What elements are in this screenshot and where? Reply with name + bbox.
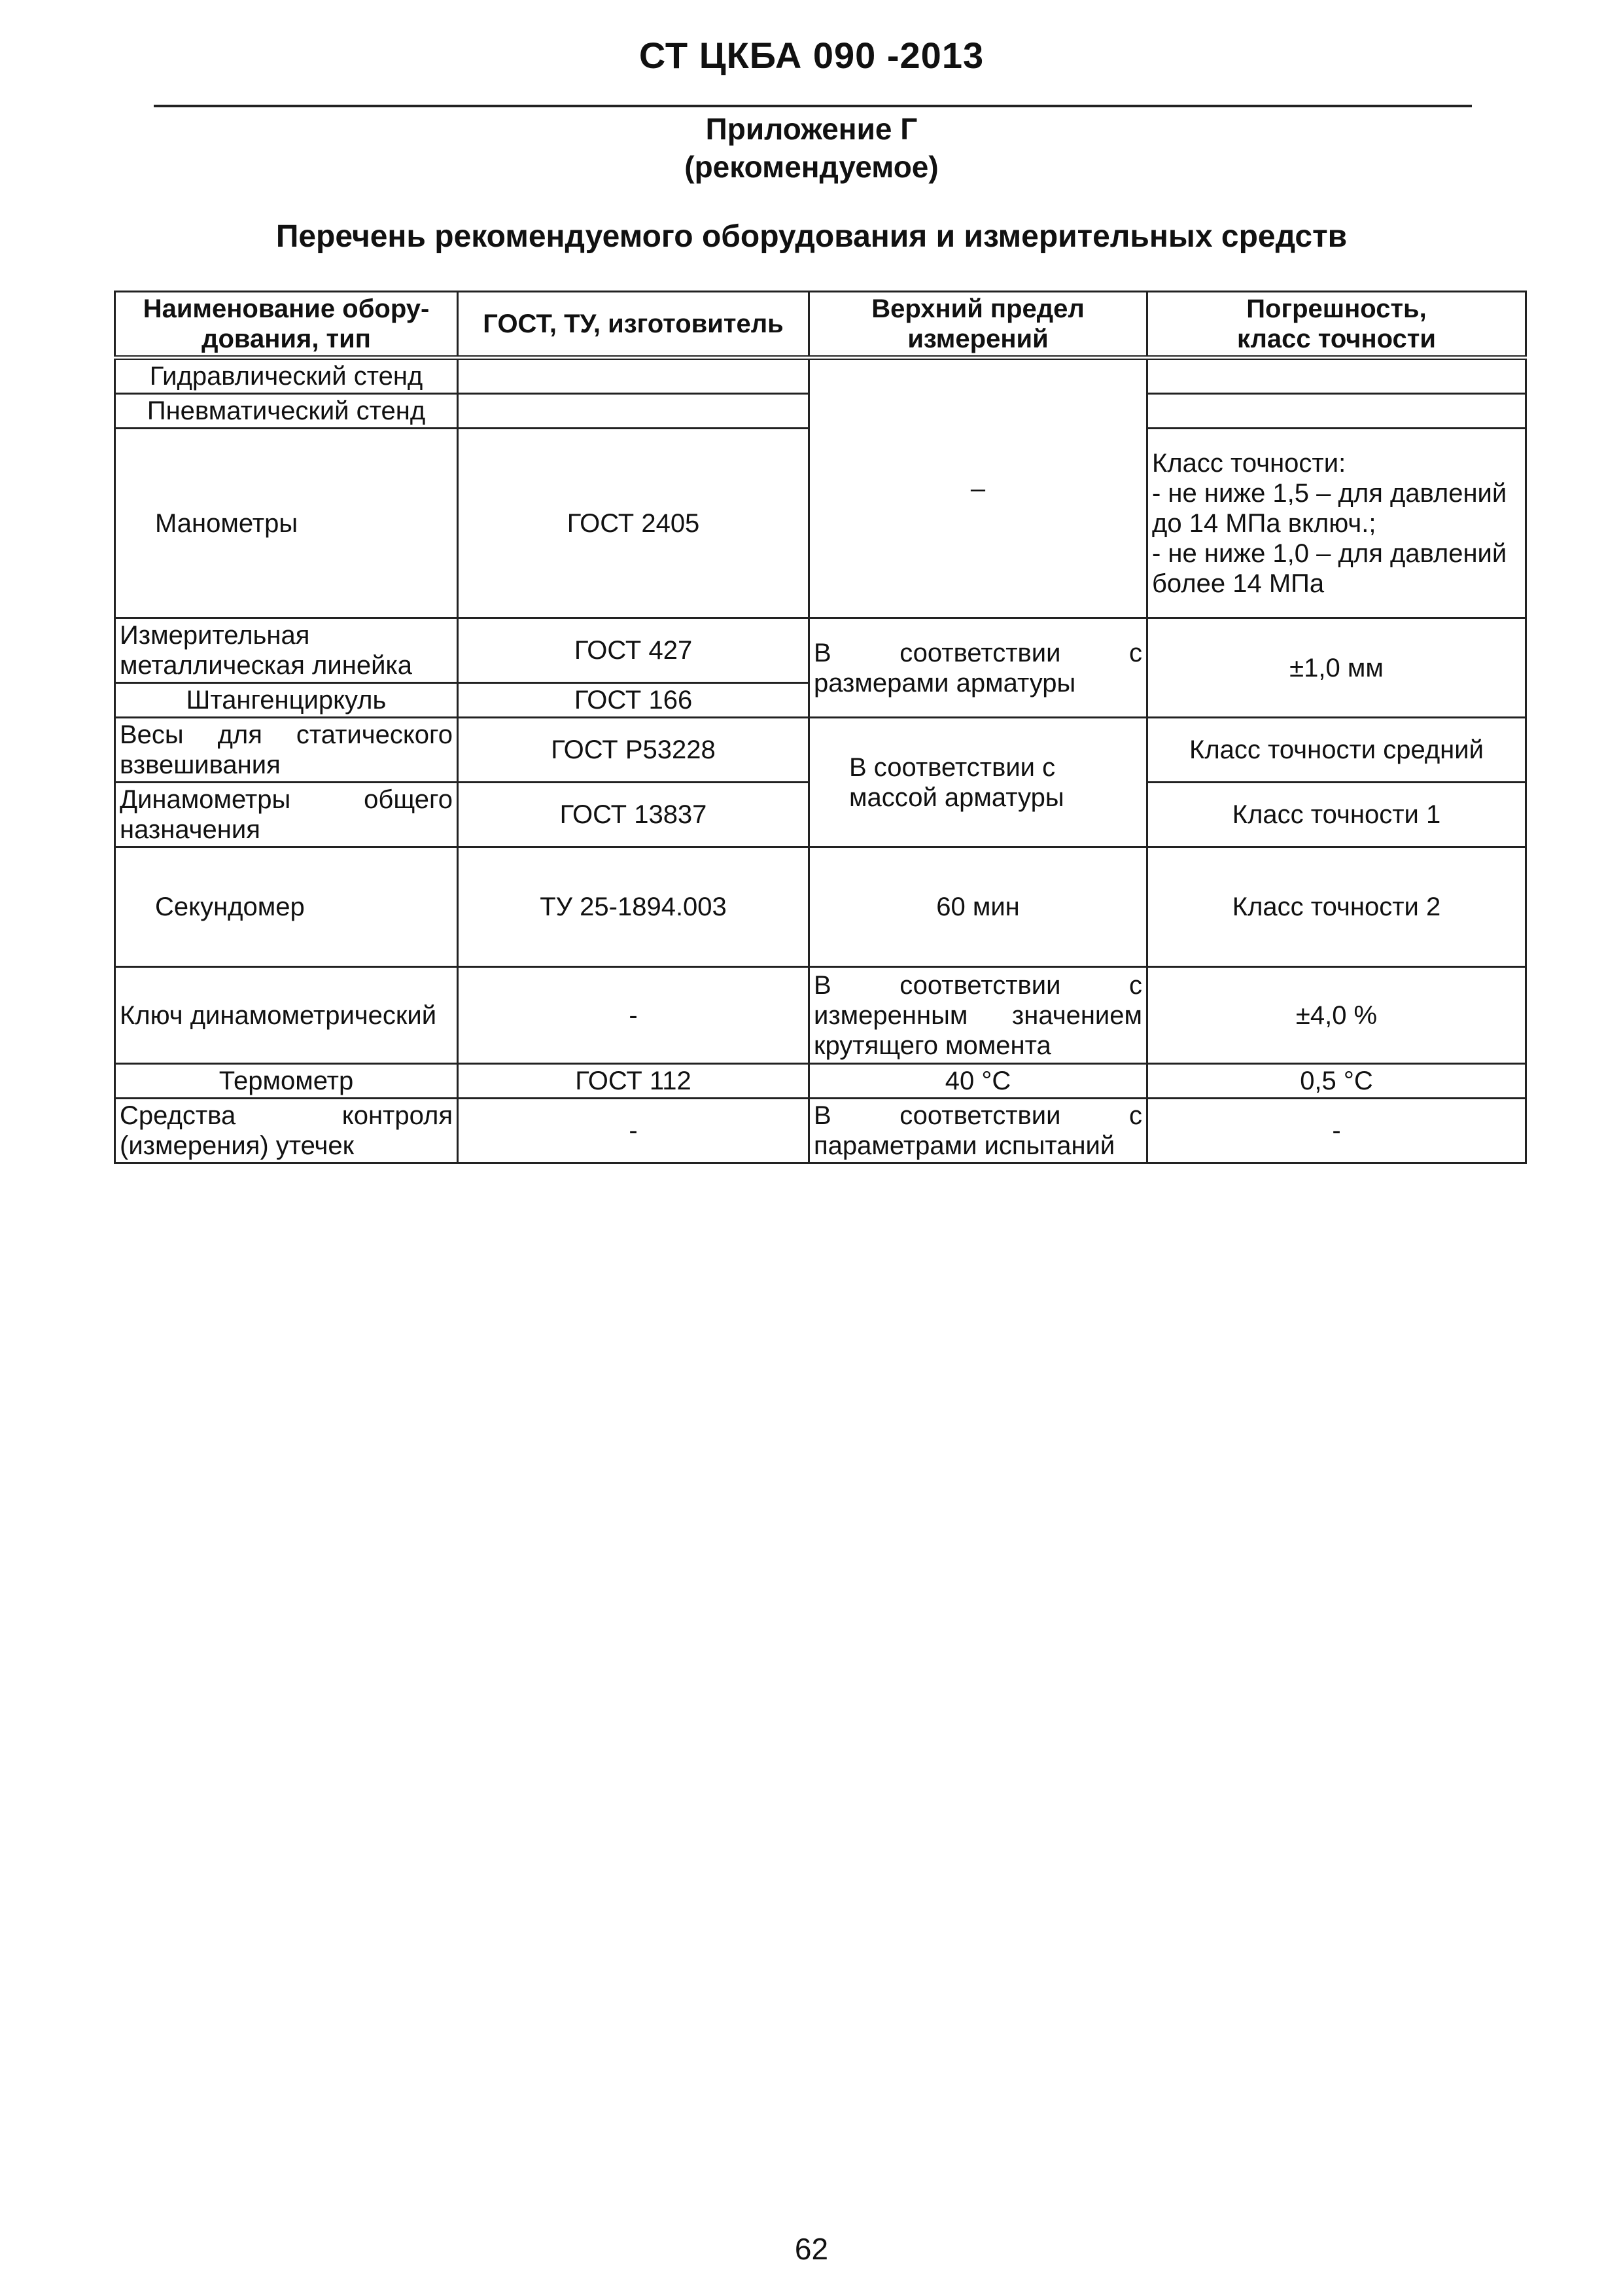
table-row: [115, 718, 1526, 783]
header-name: Наименование обору- дования, тип: [115, 292, 458, 358]
row-thermometer-accuracy: 0,5 °С: [1147, 1064, 1526, 1099]
row-scales-standard: ГОСТ Р53228: [458, 718, 809, 783]
list-title: Перечень рекомендуемого оборудования и измерительных средств: [275, 219, 1348, 254]
row-ruler-standard: ГОСТ 427: [458, 618, 809, 683]
row-thermometer-standard: ГОСТ 112: [458, 1064, 809, 1099]
row-hydraulic-stand-name: Гидравлический стенд: [115, 358, 458, 394]
table-header-row: [115, 292, 1526, 358]
table-row: [115, 967, 1526, 1064]
row-hydraulic-stand-standard: [458, 358, 809, 394]
row-leak-control-name: Средства контроля (измерения) утечек: [115, 1099, 458, 1163]
row-leak-control-upper-limit: В соответствии с параметрами испытаний: [809, 1099, 1147, 1163]
appendix-title: Приложение Г: [705, 112, 918, 146]
page-number: 62: [794, 2232, 829, 2266]
row-pneumatic-stand-name: Пневматический стенд: [115, 394, 458, 429]
table-row: [115, 358, 1526, 394]
table-row: [115, 847, 1526, 967]
appendix-note: (рекомендуемое): [684, 150, 939, 184]
row-ruler-accuracy: ±1,0 мм: [1147, 618, 1526, 718]
row-scales-upper-limit: В соответствии с массой арматуры: [809, 718, 1147, 847]
table-row: [115, 1064, 1526, 1099]
row-leak-control-standard: -: [458, 1099, 809, 1163]
document-code: СТ ЦКБА 090 -2013: [638, 35, 985, 76]
row-caliper-standard: ГОСТ 166: [458, 683, 809, 718]
row-stopwatch-standard: ТУ 25-1894.003: [458, 847, 809, 967]
row-leak-control-accuracy: -: [1147, 1099, 1526, 1163]
row-hydraulic-stand-accuracy: [1147, 358, 1526, 394]
equipment-table: [114, 291, 1527, 1164]
header-standard: ГОСТ, ТУ, изготовитель: [458, 292, 809, 358]
row-caliper-name: Штангенциркуль: [115, 683, 458, 718]
row-ruler-name: Измерительная металлическая линейка: [115, 618, 458, 683]
row-stopwatch-accuracy: Класс точности 2: [1147, 847, 1526, 967]
appendix-heading: [0, 110, 1623, 186]
row-thermometer-upper-limit: 40 °С: [809, 1064, 1147, 1099]
row-manometers-standard: ГОСТ 2405: [458, 429, 809, 618]
row-torque-wrench-standard: -: [458, 967, 809, 1064]
row-pneumatic-stand-standard: [458, 394, 809, 429]
row-dynamometers-accuracy: Класс точности 1: [1147, 783, 1526, 847]
row-ruler-upper-limit: В соответствии с размерами арматуры: [809, 618, 1147, 718]
row-dynamometers-name: Динамометры общего назначения: [115, 783, 458, 847]
header-rule: [154, 105, 1472, 107]
row-stopwatch-name: Секундомер: [115, 847, 458, 967]
row-stopwatch-upper-limit: 60 мин: [809, 847, 1147, 967]
row-scales-name: Весы для статического взвешивания: [115, 718, 458, 783]
row-dynamometers-standard: ГОСТ 13837: [458, 783, 809, 847]
row-scales-accuracy: Класс точности средний: [1147, 718, 1526, 783]
row-pneumatic-stand-accuracy: [1147, 394, 1526, 429]
row-thermometer-name: Термометр: [115, 1064, 458, 1099]
header-upper-limit: Верхний предел измерений: [809, 292, 1147, 358]
row-manometers-name: Манометры: [115, 429, 458, 618]
row-torque-wrench-upper-limit: В соответствии с измеренным значением крутящего момента: [809, 967, 1147, 1064]
table-row: [115, 1099, 1526, 1163]
row-torque-wrench-accuracy: ±4,0 %: [1147, 967, 1526, 1064]
header-accuracy: Погрешность, класс точности: [1147, 292, 1526, 358]
row-manometers-accuracy: Класс точности: - не ниже 1,5 – для давлений до 14 МПа включ.; - не ниже 1,0 – для давлений более 14 МПа: [1147, 429, 1526, 618]
row-torque-wrench-name: Ключ динамометрический: [115, 967, 458, 1064]
table-row: [115, 618, 1526, 683]
row-manometers-upper-limit: –: [809, 358, 1147, 618]
